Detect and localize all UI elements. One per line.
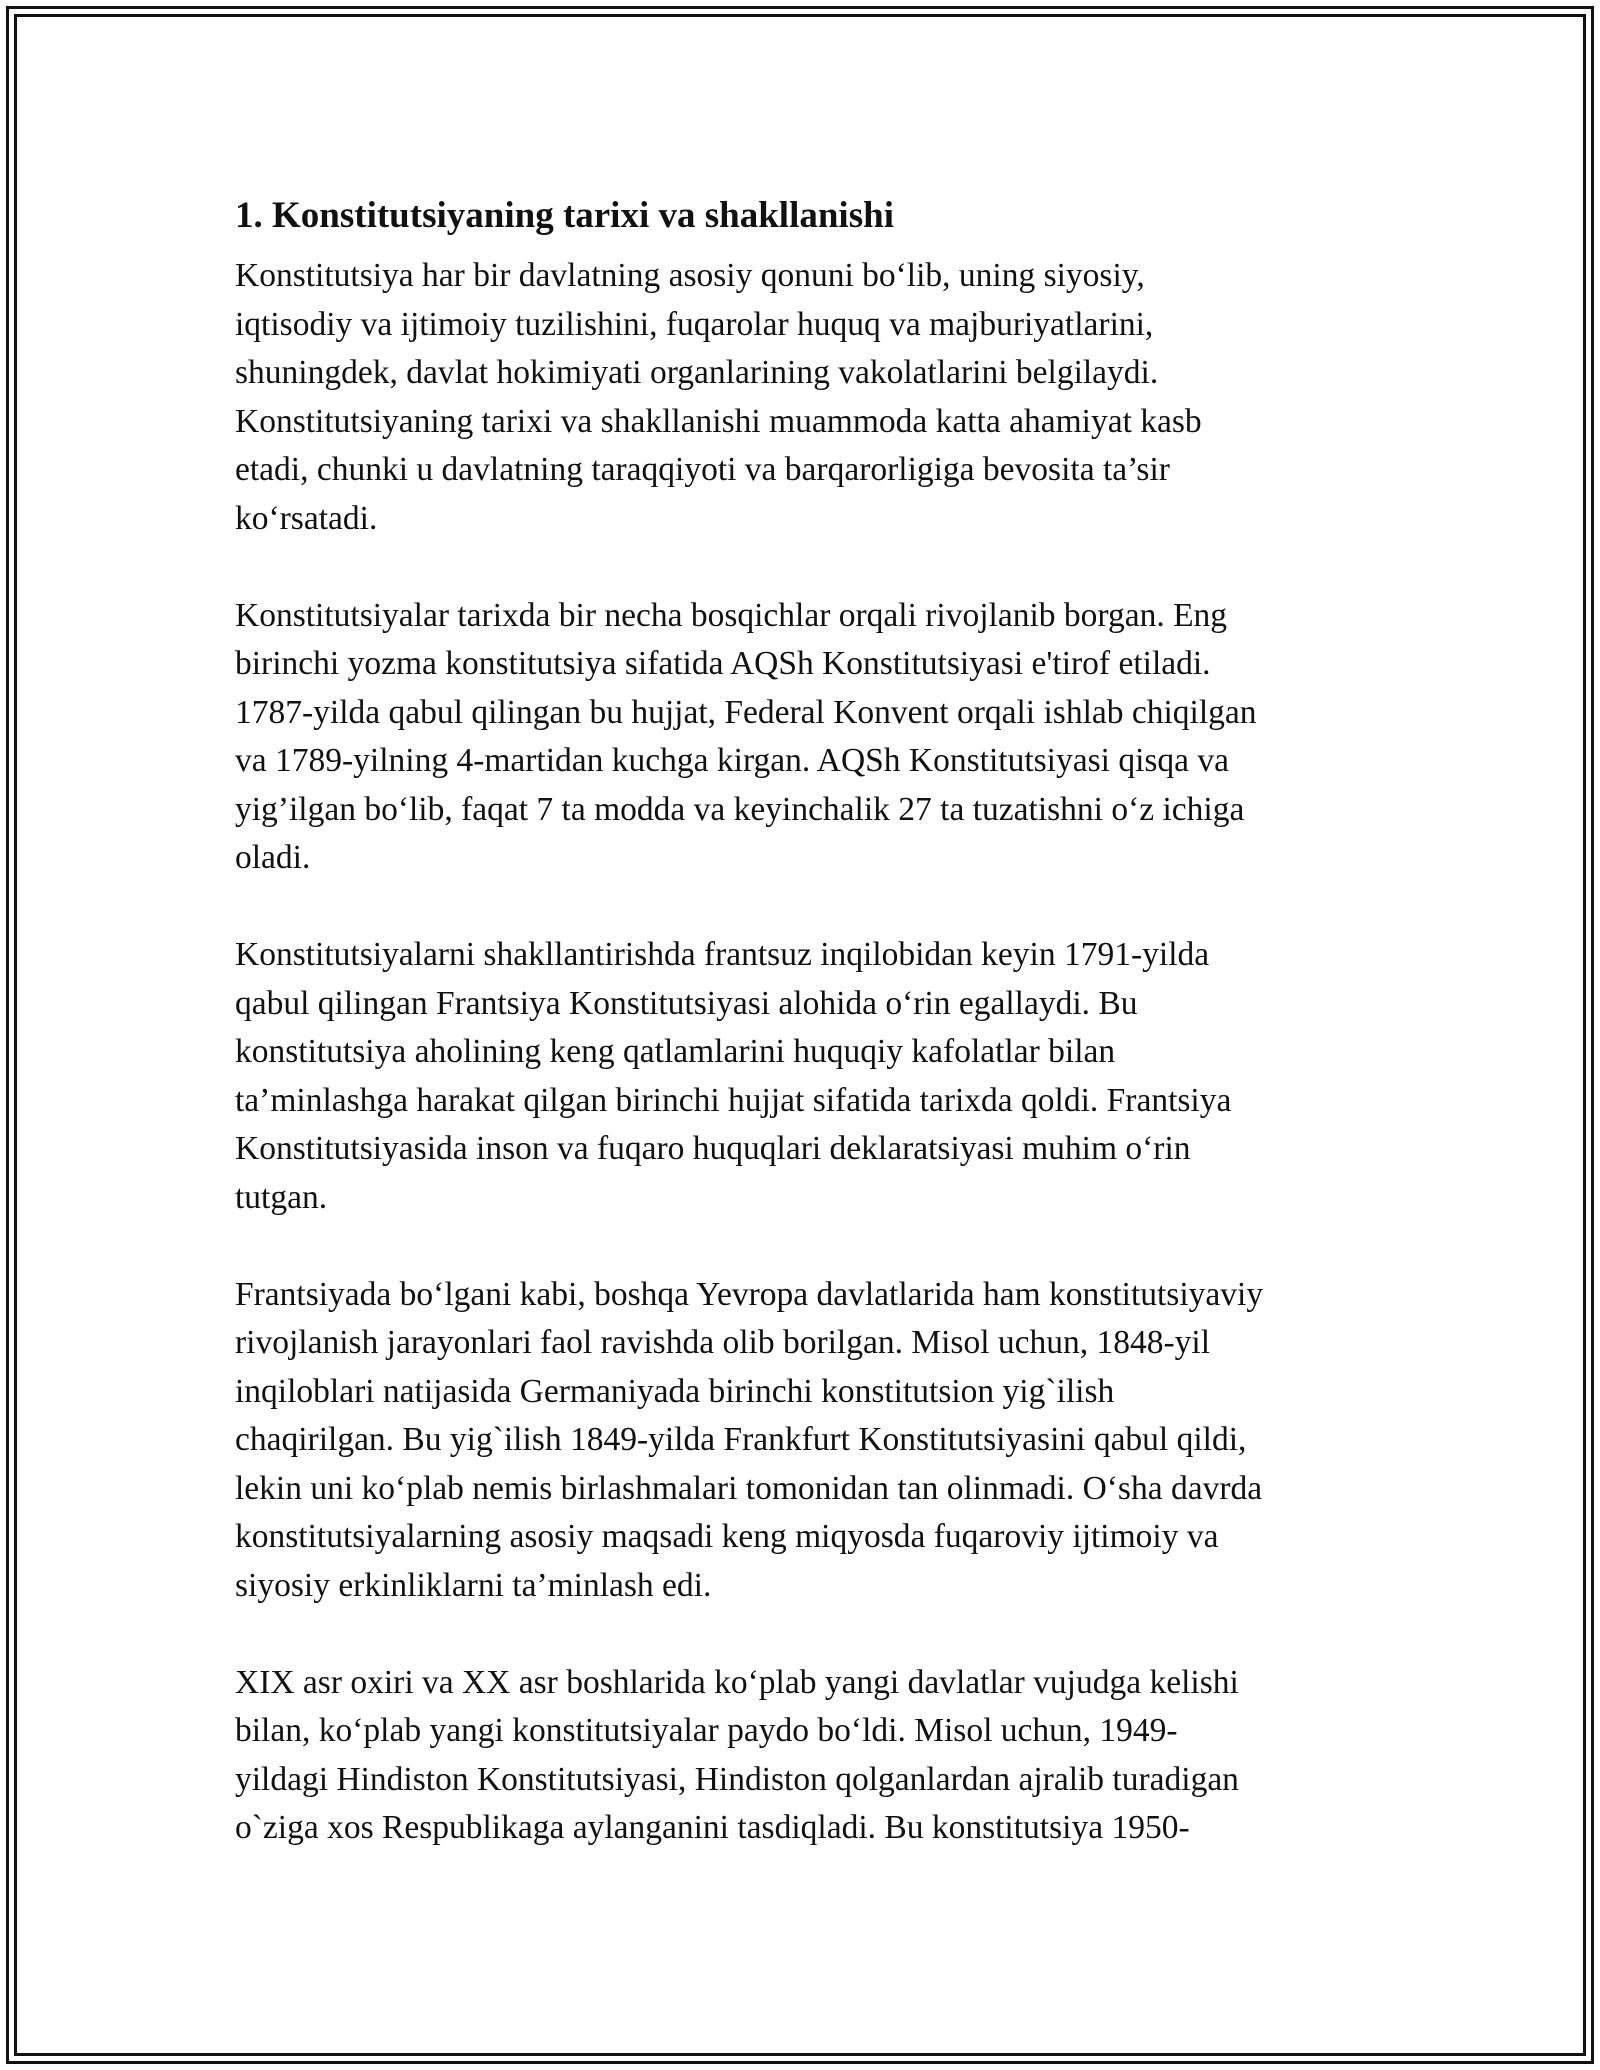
text-line: etadi, chunki u davlatning taraqqiyoti va barqarorligiga bevosita ta’sir: [235, 451, 1170, 488]
paragraph-2: [235, 592, 1375, 883]
text-line: iqtisodiy va ijtimoiy tuzilishini, fuqarolar huquq va majburiyatlarini,: [235, 305, 1154, 343]
text-line: va 1789-yilning 4-martidan kuchga kirgan. AQSh Konstitutsiyasi qisqa va: [235, 742, 1230, 779]
text-line: yig’ilgan bo‘lib, faqat 7 ta modda va keyinchalik 27 ta tuzatishni o‘z ichiga: [235, 790, 1245, 828]
text-line: Konstitutsiyasida inson va fuqaro huquqlari deklaratsiyasi muhim o‘rin: [235, 1130, 1191, 1167]
text-line: yildagi Hindiston Konstitutsiyasi, Hindiston qolganlardan ajralib turadigan: [235, 1760, 1239, 1798]
text-line: konstitutsiyalarning asosiy maqsadi keng miqyosda fuqaroviy ijtimoiy va: [235, 1518, 1219, 1555]
text-line: 1787-yilda qabul qilingan bu hujjat, Federal Konvent orqali ishlab chiqilgan: [235, 693, 1257, 731]
paragraph-5: [235, 1659, 1375, 1853]
text-line: chaqirilgan. Bu yig`ilish 1849-yilda Frankfurt Konstitutsiyasini qabul qildi,: [235, 1421, 1247, 1458]
text-line: qabul qilingan Frantsiya Konstitutsiyasi alohida o‘rin egallaydi. Bu: [235, 984, 1138, 1022]
text-line: Konstitutsiyalarni shakllantirishda frantsuz inqilobidan keyin 1791-yilda: [235, 936, 1210, 973]
text-line: rivojlanish jarayonlari faol ravishda olib borilgan. Misol uchun, 1848-yil: [235, 1324, 1211, 1361]
text-line: shuningdek, davlat hokimiyati organlarining vakolatlarini belgilaydi.: [235, 354, 1159, 391]
text-line: lekin uni ko‘plab nemis birlashmalari tomonidan tan olinmadi. O‘sha davrda: [235, 1469, 1263, 1507]
text-line: Konstitutsiyaning tarixi va shakllanishi muammoda katta ahamiyat kasb: [235, 402, 1202, 440]
text-line: inqiloblari natijasida Germaniyada birinchi konstitutsion yig`ilish: [235, 1372, 1115, 1410]
text-line: konstitutsiya aholining keng qatlamlarini huquqiy kafolatlar bilan: [235, 1033, 1116, 1070]
section-heading: 1. Konstitutsiyaning tarixi va shakllanishi: [235, 195, 894, 236]
text-line: birinchi yozma konstitutsiya sifatida AQSh Konstitutsiyasi e'tirof etiladi.: [235, 645, 1211, 682]
text-line: o`ziga xos Respublikaga aylanganini tasdiqladi. Bu konstitutsiya 1950-: [235, 1809, 1190, 1846]
text-line: Konstitutsiya har bir davlatning asosiy qonuni bo‘lib, uning siyosiy,: [235, 257, 1145, 294]
document-body: [235, 188, 1375, 1901]
text-line: Frantsiyada bo‘lgani kabi, boshqa Yevropa davlatlarida ham konstitutsiyaviy: [235, 1275, 1264, 1313]
paragraph-3: [235, 931, 1375, 1222]
text-line: ko‘rsatadi.: [235, 499, 378, 537]
text-line: XIX asr oxiri va XX asr boshlarida ko‘plab yangi davlatlar vujudga kelishi: [235, 1663, 1239, 1701]
text-line: Konstitutsiyalar tarixda bir necha bosqichlar orqali rivojlanib borgan. Eng: [235, 596, 1228, 634]
paragraph-4: [235, 1271, 1375, 1611]
text-line: bilan, ko‘plab yangi konstitutsiyalar paydo bo‘ldi. Misol uchun, 1949-: [235, 1712, 1178, 1749]
paragraph-1: [235, 252, 1375, 543]
text-line: tutgan.: [235, 1178, 328, 1216]
text-line: siyosiy erkinliklarni ta’minlash edi.: [235, 1566, 712, 1604]
text-line: oladi.: [235, 839, 311, 876]
text-line: ta’minlashga harakat qilgan birinchi hujjat sifatida tarixda qoldi. Frantsiya: [235, 1081, 1232, 1119]
